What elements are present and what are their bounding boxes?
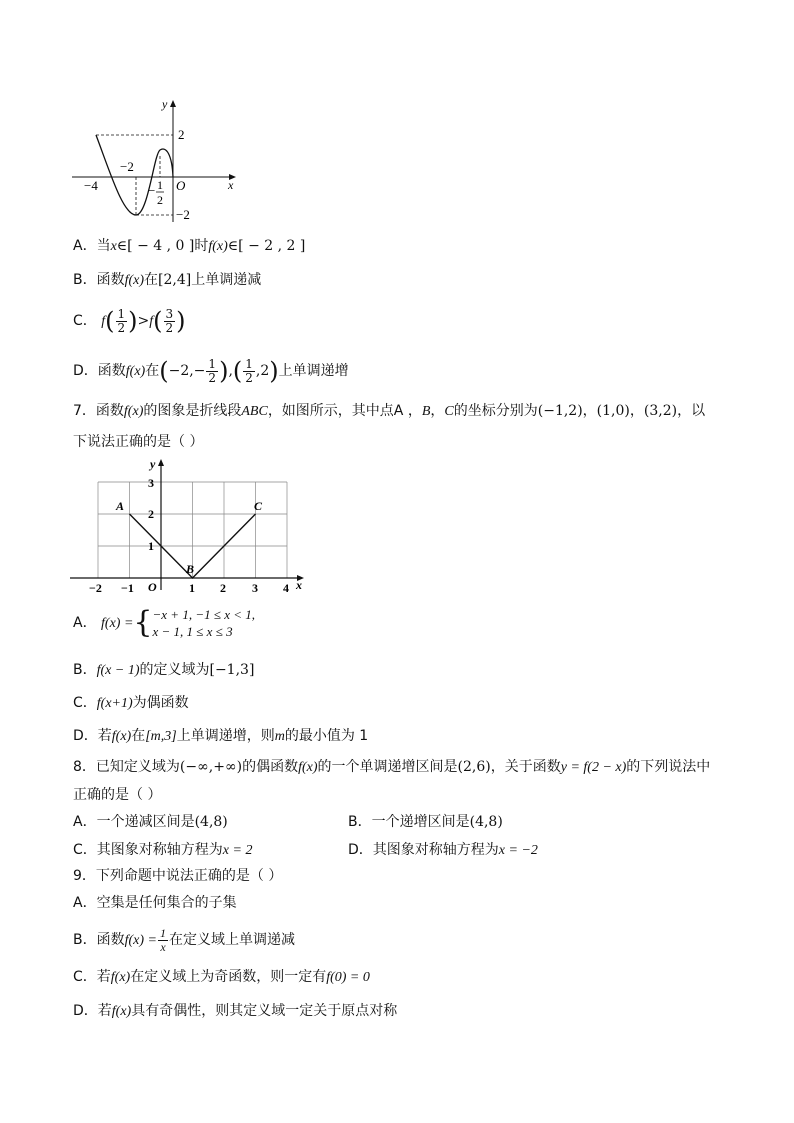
- fig1-y-bottom-label: −2: [176, 207, 190, 222]
- q8-gy: y = f(2 − x): [560, 760, 627, 775]
- q7-stem-abc: ABC: [241, 404, 268, 419]
- q7-stem-1b: 的图象是折线段: [143, 403, 242, 419]
- q6-c-num1: 1: [117, 306, 126, 321]
- q9-d-fx: f(x): [111, 1004, 132, 1019]
- q7-c-prefix: C．: [73, 695, 97, 711]
- q8-stem-line2: 正确的是（ ）: [73, 787, 162, 803]
- q8-b-text: B．一个递增区间是: [348, 814, 470, 830]
- q6-c-lparen2: (: [153, 307, 163, 335]
- fig2-point-c-label: C: [254, 499, 263, 513]
- q7-b-fx: f(x − 1): [96, 663, 140, 678]
- q7-a-case1: −x + 1, −1 ≤ x < 1,: [152, 607, 256, 622]
- q6-d-comma: ,: [228, 363, 233, 379]
- q6-c-f2: f: [149, 314, 154, 329]
- fig2-x-tick-label: 1: [189, 581, 195, 595]
- q6-c-rparen2: ): [176, 307, 186, 335]
- q7-d-suffix: 的最小值为 1: [284, 728, 369, 744]
- q8-fx: f(x): [298, 760, 318, 775]
- q8-option-c: [73, 840, 252, 861]
- fig1-y-top-label: 2: [178, 127, 185, 142]
- fig2-point-a-label: A: [116, 499, 125, 513]
- fig1-frac-den: 2: [157, 193, 163, 207]
- q9-d-prefix: D．若: [73, 1003, 112, 1019]
- q7-stem-c: C: [444, 404, 454, 419]
- q6-a-mid: 时: [194, 238, 209, 254]
- q6-a-int2: [ − 2 , 2 ]: [238, 238, 306, 254]
- fig2-x-tick-label: 4: [283, 581, 289, 595]
- q6-d-lparen2: (: [232, 357, 243, 385]
- fig2-point-b-label: B: [186, 562, 195, 576]
- q6-c-f1: f: [101, 314, 106, 329]
- q6-d-den1: 2: [208, 370, 217, 385]
- q6-a-x: x: [110, 239, 117, 254]
- q7-option-c: [73, 693, 189, 714]
- q8-a-int: (4,8): [194, 814, 228, 830]
- q7-stem-fx: f(x): [123, 404, 144, 419]
- q8-stem-1b: 的偶函数: [242, 759, 299, 775]
- q6-c-rparen1: ): [128, 307, 138, 335]
- q9-d-suffix: 具有奇偶性，则其定义域一定关于原点对称: [131, 1003, 398, 1019]
- q7-a-prefix: A．: [73, 615, 97, 631]
- q7-stem-1a: 7．函数: [73, 403, 124, 419]
- q6-a-prefix: A．当: [73, 238, 111, 254]
- fig2-origin-label: O: [148, 580, 157, 594]
- fig1-frac-sign: −: [148, 183, 156, 198]
- q8-d-text: D．其图象对称轴方程为: [348, 842, 499, 858]
- q6-d-frac2: [243, 358, 255, 385]
- q6-b-fx: f(x): [124, 273, 145, 288]
- q6-d-den2: 2: [245, 370, 253, 385]
- fig1-y-label: y: [162, 97, 168, 111]
- fig1-y-arrow: [170, 100, 176, 107]
- q8-option-b: [348, 812, 503, 832]
- q9-b-suffix: 在定义域上单调递减: [168, 932, 295, 948]
- q6-a-in: ∈: [116, 238, 128, 254]
- q7-option-b: [73, 660, 254, 681]
- q7-b-mid: 的定义域为: [139, 662, 210, 678]
- q7-a-fx: f(x) =: [101, 616, 134, 631]
- q7-stem-1c: ，如图所示，其中点A ，: [267, 403, 422, 419]
- fig2-y-label: y: [150, 458, 156, 471]
- q6-c-prefix: C．: [73, 313, 97, 329]
- q6-c-lparen1: (: [105, 307, 115, 335]
- q9-option-d: [73, 1001, 397, 1022]
- q6-d-i1a: −2,−: [168, 363, 206, 379]
- fig2-y-tick-label: 3: [148, 476, 154, 490]
- q7-d-prefix: D．若: [73, 728, 112, 744]
- q7-a-case2: x − 1, 1 ≤ x ≤ 3: [152, 624, 233, 639]
- q8-c-eq: x = 2: [222, 843, 253, 858]
- q8-stem-1c: 的一个单调递增区间是: [317, 759, 458, 775]
- q7-sep2: ，: [629, 403, 644, 419]
- q8-stem-1a: 8．已知定义域为: [73, 759, 180, 775]
- q6-d-num1: 1: [208, 356, 217, 371]
- q9-b-prefix: B．函数: [73, 932, 125, 948]
- q7-d-mid: 在: [131, 728, 146, 744]
- q7-b-int: [−1,3]: [209, 662, 255, 678]
- q8-c-text: C．其图象对称轴方程为: [73, 842, 223, 858]
- q6-d-lparen1: (: [159, 357, 169, 385]
- q6-d-fx: f(x): [125, 364, 146, 379]
- q9-c-fx: f(x): [110, 970, 131, 985]
- q6-a-in2: ∈: [227, 238, 239, 254]
- q9-option-b: [73, 924, 295, 957]
- fig1-x-label: x: [228, 178, 234, 192]
- q6-c-gt: >: [137, 313, 150, 329]
- q8-stem-line1: [73, 757, 710, 778]
- q9-b-den: x: [160, 939, 166, 954]
- q7-stem-line2: 下说法正确的是（ ）: [73, 434, 204, 450]
- q6-d-rparen2: ): [269, 357, 279, 385]
- q7-stem-1f: ，以: [677, 403, 706, 419]
- q8-option-d: [348, 840, 538, 861]
- q6-option-d: [73, 356, 349, 387]
- q6-b-mid: 在: [144, 272, 159, 288]
- figure-1-graph: [68, 92, 248, 227]
- fig1-x-mid-label: −2: [120, 159, 134, 174]
- q6-d-num2: 1: [245, 356, 253, 371]
- q6-b-suffix: 上单调递减: [191, 272, 262, 288]
- q7-c-fx: f(x+1): [96, 696, 133, 711]
- q8-stem-1e: 的下列说法中: [626, 759, 711, 775]
- q7-coord3: (3,2): [643, 403, 678, 419]
- q9-b-fx: f(x) =: [124, 933, 157, 948]
- q6-d-rparen1: ): [219, 357, 229, 385]
- q7-option-d: [73, 726, 368, 747]
- q8-b-int: (4,8): [469, 814, 503, 830]
- q6-c-frac1: [116, 308, 128, 335]
- q7-d-int: [m,3]: [145, 729, 177, 744]
- q7-sep1: ，: [582, 403, 597, 419]
- q7-d-m: m: [274, 729, 285, 744]
- q6-c-den1: 2: [117, 320, 126, 335]
- q9-c-mid: 在定义域上为奇函数，则一定有: [130, 969, 327, 985]
- q7-stem-1e: 的坐标分别为: [453, 403, 538, 419]
- q6-d-frac1: [206, 358, 218, 385]
- q6-a-fx: f(x): [208, 239, 228, 254]
- fig1-x-left-label: −4: [84, 178, 98, 193]
- q7-c-suffix: 为偶函数: [132, 695, 189, 711]
- q6-c-frac2: [164, 308, 176, 335]
- q7-coord1: (−1,2): [537, 403, 583, 419]
- q6-a-int1: [ − 4 , 0 ]: [127, 238, 195, 254]
- q6-c-den2: 2: [165, 320, 174, 335]
- q6-b-prefix: B．函数: [73, 272, 125, 288]
- q7-stem-b: B: [421, 404, 431, 419]
- q6-option-b: [73, 270, 261, 291]
- q8-option-a: [73, 812, 228, 832]
- fig2-x-tick-label: 2: [220, 581, 226, 595]
- q7-a-cases: [153, 606, 256, 640]
- q9-c-prefix: C．若: [73, 969, 111, 985]
- q8-interval: (2,6): [457, 759, 491, 775]
- q6-d-suffix: 上单调递增: [278, 363, 349, 379]
- q9-b-num: 1: [159, 925, 166, 940]
- q7-option-a: [73, 606, 255, 641]
- q7-b-prefix: B．: [73, 662, 97, 678]
- q7-stem-line1: [73, 401, 705, 422]
- q9-option-c: [73, 967, 370, 988]
- fig1-origin-label: O: [176, 178, 186, 193]
- fig1-frac-num: 1: [157, 178, 163, 192]
- q9-b-frac: [158, 927, 168, 954]
- figure-2-graph: [68, 458, 313, 602]
- fig2-x-tick-label: 3: [252, 581, 258, 595]
- q9-option-a: A．空集是任何集合的子集: [73, 895, 237, 911]
- q6-c-num2: 3: [165, 306, 174, 321]
- fig2-y-tick-label: 1: [148, 539, 154, 553]
- q7-d-fx: f(x): [111, 729, 132, 744]
- fig2-x-label: x: [296, 578, 302, 592]
- q9-c-eq: f(0) = 0: [326, 970, 370, 985]
- fig2-y-tick-label: 2: [148, 507, 154, 521]
- fig2-y-arrow: [158, 459, 164, 466]
- q8-a-text: A．一个递减区间是: [73, 814, 195, 830]
- q7-a-brace: {: [133, 605, 153, 640]
- q6-d-mid: 在: [145, 363, 160, 379]
- q6-option-c: [73, 306, 186, 337]
- q6-d-i2b: ,2: [255, 363, 270, 379]
- q6-d-prefix: D．函数: [73, 363, 126, 379]
- fig2-x-tick-label: −1: [121, 581, 134, 595]
- q7-d-mid2: 上单调递增，则: [176, 728, 275, 744]
- q7-stem-1d: ，: [430, 403, 445, 419]
- q8-d-eq: x = −2: [498, 843, 538, 858]
- q7-coord2: (1,0): [596, 403, 630, 419]
- q6-option-a: [73, 236, 305, 257]
- fig2-x-tick-label: −2: [89, 581, 102, 595]
- q9-stem: 9．下列命题中说法正确的是（ ）: [73, 868, 283, 884]
- q8-domain: (−∞,+∞): [179, 759, 243, 775]
- q6-b-int: [2,4]: [158, 272, 192, 288]
- q8-stem-1d: ，关于函数: [490, 759, 561, 775]
